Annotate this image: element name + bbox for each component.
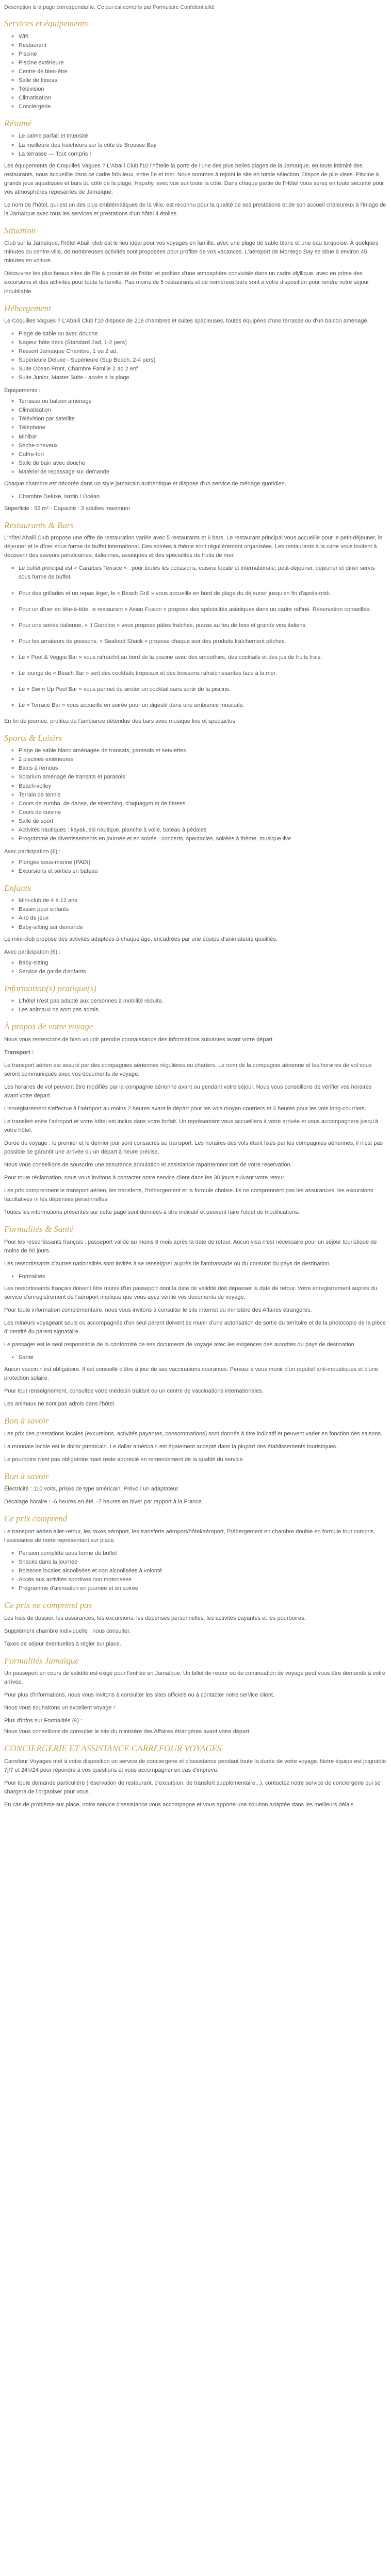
payant-label: Avec participation (€) : (4, 948, 61, 955)
formalites-paragraph: Les ressortissants d'autres nationalités sont invités à se renseigner auprès de l'ambassade ou du consulat du pays de destination. (4, 1260, 331, 1267)
apropos-paragraph: Nous vous remercions de bien vouloir prendre connaissance des informations suivantes avant votre départ. (4, 1036, 274, 1043)
apropos-paragraph: Pour toute réclamation, nous vous invitons à contacter notre service client dans les 30 jours suivant votre retour. (4, 1175, 286, 1181)
list-item: ◦ Conciergerie (19, 103, 387, 111)
non-compris-title: Ce prix ne comprend pas (4, 1600, 92, 1611)
rooms-list (4, 330, 387, 382)
list-item: ◦ Baby-sitting sur demande (19, 923, 387, 932)
conciergerie-paragraph: En cas de problème sur place, notre service d'assistance vous accompagne et vous apporte une solution adaptée dans les meilleurs délais. (4, 1801, 355, 1808)
formalites-paragraph: Pour les ressortissants français : passeport valide au moins 6 mois après la date de retour. Aucun visa n'est nécessaire pour un séjour touristique de moins de 90 jours. (4, 1239, 377, 1254)
list-item: ◦ Climatisation (19, 406, 387, 415)
resume-paragraph: Le nom de l'hôtel, qui est un des plus emblématiques de la ville, est reconnu pour la qualité de ses prestations et de son accueil chaleureux à l'image de la Jamaïque avec tous les services et prestations d'un hôtel 4 étoiles. (4, 201, 386, 217)
room-type: • Chambre Deluxe, lardin / Océan (19, 493, 387, 501)
list-item: ◦ Programme de divertissements en journée et en soirée : concerts, spectacles, soirées à thème, musique live (19, 835, 387, 843)
situation-paragraph: Club sur la Jamaïque, l'hôtel Abaili club est le lieu idéal pour vos voyages en famille, avec une plage de sable blanc et une eau turquoise. À quelques minutes du centre-ville, de nombreuses activités sont proposées pour profiter de vos vacances. L'aéroport de Montego Bay se situe à environ 45 minutes en voiture. (4, 240, 379, 264)
non-compris-paragraph: Supplément chambre individuelle : nous consulter. (4, 1628, 131, 1634)
sports-title: Sports & Loisirs (4, 733, 62, 743)
list-item: ◦ Suite Junior, Master Suite - accès à la plage (19, 374, 387, 382)
bon-a-savoir-paragraph: La monnaie locale est le dollar jamaïcain. Le dollar américain est également accepté dans la plupart des établissements touristiques. (4, 1443, 338, 1450)
list-item: ◦ Cours de zumba, de danse, de stretching, d'aquagym et de fitness (19, 800, 387, 808)
list-item: ◦ Minibar (19, 433, 387, 442)
list-item: ◦ Plage de sable ou avec douche (19, 330, 387, 338)
payant-label: Avec participation (€) : (4, 848, 61, 855)
transport-label: Transport : (4, 1049, 34, 1056)
list-item: ◦ Salle de bain avec douche (19, 459, 387, 468)
pratiques-title: Information(s) pratique(s) (4, 983, 96, 993)
conciergerie-title: CONCIERGERIE ET ASSISTANCE CARREFOUR VOYAGES (4, 1743, 222, 1754)
list-item: ◦ Bains à remous (19, 764, 387, 773)
formalites-paragraph: Aucun vaccin n'est obligatoire. Il est conseillé d'être à jour de ses vaccinations courantes. Pensez à vous munir d'un répulsif anti-moustiques et d'une protection solaire. (4, 1366, 379, 1382)
list-item: ◦ Pour des grillades et un repas léger, le « Beach Grill » vous accueille en bord de plage du déjeuner jusqu'en fin d'après-midi. (19, 589, 387, 598)
list-item: ◦ Le « Pool & Veggie Bar » vous rafraîchit au bord de la piscine avec des smoothies, des cocktails et des jus de fruits frais. (19, 653, 387, 662)
list-item: • Santé (19, 1353, 387, 1362)
list-item: ◦ Piscine (19, 50, 387, 59)
apropos-title: À propos de votre voyage (4, 1022, 93, 1032)
conciergerie-paragraph: Pour toute demande particulière (réservation de restaurant, d'excursion, de transfert supplémentaire...), contactez notre service de conciergerie qui se chargera de l'organiser pour vous. (4, 1780, 381, 1795)
formalites-paragraph: Pour tout renseignement, consultez votre médecin traitant ou un centre de vaccinations internationales. (4, 1388, 264, 1395)
list-item: ◦ 2 piscines extérieures (19, 755, 387, 764)
list-item: ◦ Le « Terrace Bar » vous accueille en soirée pour un digestif dans une ambiance musicale. (19, 701, 387, 710)
list-item: ◦ Aire de jeux (19, 914, 387, 923)
bon-a-savoir-paragraph: Électricité : 110 volts, prises de type américain. Prévoir un adaptateur. (4, 1486, 180, 1493)
list-item: ◦ Salle de sport (19, 817, 387, 826)
apropos-paragraph: Les horaires de vol peuvent être modifiés par la compagnie aérienne avant ou pendant votre séjour. Nous vous conseillons de vérifier vos horaires avant votre départ. (4, 1083, 372, 1099)
jamaique-paragraph: Nous vous souhaitons un excellent voyage ! (4, 1705, 115, 1711)
apropos-paragraph: L'enregistrement s'effectue à l'aéroport au moins 2 heures avant le départ pour les vols moyen-courriers et 3 heures pour les vols long-courriers. (4, 1105, 366, 1112)
list-item: • Formalités (19, 1273, 387, 1281)
list-item: ◦ Beach-volley (19, 782, 387, 791)
restaurants-title: Restaurants & Bars (4, 520, 74, 530)
sports-list (4, 747, 387, 843)
formalites-paragraph: Les animaux ne sont pas admis dans l'hôtel. (4, 1401, 116, 1408)
hebergement-title: Hébergement (4, 303, 51, 313)
formalites-paragraph: Les ressortissants français doivent être munis d'un passeport dont la date de validité doit dépasser la date de retour. Votre enregistrement auprès du service d'enregistrement de l'aéroport implique que vous ayez vérifié vos documents de voyage. (4, 1285, 378, 1300)
list-item: ◦ Suite Ocean Front, Chambre Famille 2 ad 2 enf (19, 365, 387, 374)
intro-text: Description à la page correspondante. Ce qui est compris par Formulaire Confidentialité (4, 4, 215, 10)
list-item: ◦ Ressort Jamaïque Chambre, 1 ou 2 ad. (19, 347, 387, 356)
bars-list (4, 653, 387, 710)
sante-list (4, 1353, 387, 1362)
formalites-title: Formalités & Santé (4, 1224, 74, 1234)
list-item: ◦ Supérieure Deluxe - Supérieure (Sup Beach, 2-4 pers) (19, 356, 387, 365)
enfants-title: Enfants (4, 883, 31, 893)
non-compris-paragraph: Taxes de séjour éventuelles à régler sur place. (4, 1640, 121, 1647)
payant-list (4, 858, 387, 876)
room-type-details: Superficie : 32 m² - Capacité : 3 adultes maximum (4, 505, 130, 512)
list-item: ◦ Accès aux activités sportives non motorisées (19, 1575, 387, 1584)
bon-a-savoir-title: Bon à savoir (4, 1416, 49, 1426)
formalites-paragraph: Pour toute information complémentaire, nous vous invitons à consulter le site internet du ministère des Affaires étrangères. (4, 1307, 312, 1314)
pratiques-list (4, 997, 387, 1014)
bon-a-savoir-title: Bon à savoir (4, 1471, 49, 1481)
jamaique-title: Formalités Jamaïque (4, 1655, 79, 1666)
list-item: ◦ Télévision par satellite (19, 415, 387, 423)
list-item: ◦ L'hôtel n'est pas adapté aux personnes à mobilité réduite. (19, 997, 387, 1006)
services-list (4, 32, 387, 111)
list-item: ◦ Wifi (19, 32, 387, 41)
enfants-list (4, 896, 387, 931)
list-item: ◦ Service de garde d'enfants (19, 968, 387, 976)
resume-title: Résumé (4, 118, 31, 129)
bon-a-savoir-paragraph: Les prix des prestations locales (excursions, activités payantes, consommations) sont donnés à titre indicatif et peuvent varier en fonction des saisons. (4, 1430, 383, 1437)
list-item: ◦ Restaurant (19, 41, 387, 50)
conciergerie-paragraph: Carrefour Voyages met à votre disposition un service de conciergerie et d'assistance pendant toute la durée de votre voyage. Notre équipe est joignable 7j/7 et 24h/24 pour répondre à vos questions et vous accompagner en cas d'imprévu. (4, 1758, 386, 1773)
list-item: ◦ Salle de fitness (19, 76, 387, 85)
restaurants-paragraph: L'hôtel Abaili Club propose une offre de restauration variée avec 5 restaurants et 6 bars. Le restaurant principal vous accueille pour le petit-déjeuner, le déjeuner et le dîner sous forme de buffet international. Des soirées à thème sont régulièrement organisées. Les restaurants à la carte vous invitent à découvrir des saveurs jamaïcaines, italiennes, asiatiques et des spécialités de fruits de mer. (4, 535, 383, 559)
list-item: ◦ Cours de cuisine (19, 808, 387, 817)
jamaique-link-label: Plus d'infos sur Formalités (€) : (4, 1718, 83, 1724)
list-item: ◦ Télévision (19, 85, 387, 94)
bon-a-savoir-paragraph: Le pourboire n'est pas obligatoire mais reste apprécié en remerciement de la qualité du service. (4, 1456, 245, 1463)
apropos-paragraph: Nous vous conseillons de souscrire une assurance annulation et assistance rapatriement lors de votre réservation. (4, 1162, 292, 1168)
list-item: ◦ Pour un dîner en tête-à-tête, le restaurant « Asian Fusion » propose des spécialités asiatiques dans un cadre raffiné. Réservation conseillée. (19, 605, 387, 614)
list-item: ◦ Plongée sous-marine (PADI) (19, 858, 387, 867)
jamaique-paragraph: Nous vous conseillons de consulter le site du ministère des Affaires étrangères avant votre départ. (4, 1728, 251, 1735)
hebergement-paragraph: Chaque chambre est décorée dans un style jamaïcain authentique et dispose d'un service de ménage quotidien. (4, 480, 286, 487)
list-item: ◦ La meilleure des fraîcheurs sur la côte de Brousse Bay (19, 141, 387, 150)
list-item: ◦ Plage de sable blanc aménagée de transats, parasols et serviettes (19, 747, 387, 755)
jamaique-paragraph: Pour plus d'informations, nous vous invitons à consulter les sites officiels ou à contacter notre service client. (4, 1692, 275, 1699)
list-item: ◦ Sèche-cheveux (19, 442, 387, 450)
jamaique-paragraph: Un passeport en cours de validité est exigé pour l'entrée en Jamaïque. Un billet de retour ou de continuation de voyage peut vous être demandé à votre arrivée. (4, 1670, 385, 1686)
restaurants-list (4, 564, 387, 646)
list-item: ◦ Baby-sitting (19, 959, 387, 968)
list-item: ◦ Climatisation (19, 94, 387, 103)
compris-list (4, 1549, 387, 1593)
list-item: ◦ Coffre-fort (19, 450, 387, 459)
list-item: ◦ Terrasse ou balcon aménagé (19, 397, 387, 406)
formalites-list (4, 1273, 387, 1281)
list-item: ◦ Nageur hôte deck (Standard 2ad, 1-2 pers) (19, 338, 387, 347)
equipements-label: Équipements : (4, 387, 41, 394)
formalites-paragraph: Les mineurs voyageant seuls ou accompagnés d'un seul parent doivent se munir d'une autorisation de sortie du territoire et de la photocopie de la pièce d'identité du parent signataire. (4, 1320, 386, 1335)
resume-paragraph: Les équipements de Coquilles Vagues ? L'Abaili Club l'10 l'hôtelle la porte de l'une des plus belles plages de la Jamaïque, en toute intimité des restaurants, nous accueillie dans ce cadre fabuleux, entre île et mer. Nous sommes à rejoint le site en totale sélection. Dispos de pile-vises. Piscine à grands jeux aquatiques et bars du côté de la plage, Hapshy, avec vue sur toute la côte. Dans chaque partie de l'Hôtel vous serez en toute sécurité pour vos atmosphères reposantes de Jamaïque. (4, 162, 384, 195)
list-item: ◦ Le « Swim Up Pool Bar » vous permet de siroter un cocktail sans sortir de la piscine. (19, 685, 387, 694)
list-item: ◦ Pour une soirée italienne, « Il Giardino » vous propose pâtes fraîches, pizzas au feu de bois et grands vins italiens. (19, 621, 387, 630)
list-item: ◦ Centre de bien-être (19, 67, 387, 76)
list-item: ◦ Snacks dans la journée (19, 1558, 387, 1567)
list-item: ◦ Les animaux ne sont pas admis. (19, 1006, 387, 1014)
list-item: ◦ Mini-club de 4 à 12 ans (19, 896, 387, 905)
list-item: ◦ Pour les amateurs de poissons, « Seafood Shack » propose chaque soir des produits fraîchement pêchés. (19, 637, 387, 646)
list-item: ◦ Pension complète sous forme de buffet (19, 1549, 387, 1558)
list-item: ◦ Activités nautiques : kayak, ski nautique, planche à voile, bateau à pédales (19, 826, 387, 835)
list-item: ◦ Solarium aménagé de transats et parasols (19, 773, 387, 782)
apropos-paragraph: Le transfert entre l'aéroport et votre hôtel est inclus dans votre forfait. Un représentant vous accueillera à votre arrivée et vous accompagnera jusqu'à votre hôtel. (4, 1118, 379, 1133)
list-item: ◦ Piscine extérieure (19, 59, 387, 67)
list-item: ◦ Le buffet principal est « Caraïbes Terrace » : pour toutes les occasions, cuisine locale et internationale, petit-déjeuner, déjeuner et dîner servis sous forme de buffet. (19, 564, 387, 582)
equipements-list (4, 397, 387, 476)
room-type-list (4, 493, 387, 501)
list-item: ◦ Matériel de repassage sur demande (19, 468, 387, 477)
hebergement-paragraph: Le Coquilles Vagues ? L'Abaili Club l'10 dispose de 216 chambres et suites spacieuses, toutes équipées d'une terrasse ou d'un balcon aménagé. (4, 317, 369, 324)
situation-paragraph: Découvrez les plus beaux sites de l'île à proximité de l'hôtel et profitez d'une atmosphère conviviale dans un cadre idyllique, avec en prime des excursions et des activités pour toute la famille. Pas moins de 5 restaurants et de nombreux bars sont à votre disposition pour rendre votre séjour inoubliable. (4, 270, 369, 295)
list-item: ◦ Boissons locales alcoolisées et non alcoolisées à volonté (19, 1567, 387, 1575)
list-item: ◦ Excursions et sorties en bateau (19, 867, 387, 876)
apropos-paragraph: Les prix comprennent le transport aérien, les transferts, l'hébergement et la formule choisie. Ils ne comprennent pas les assurances, les excursions facultatives ni les dépenses personnelles. (4, 1188, 373, 1203)
restaurants-paragraph: En fin de journée, profitez de l'ambiance détendue des bars avec musique live et spectacles. (4, 718, 237, 724)
list-item: ◦ La terrasse — Tout compris ! (19, 150, 387, 159)
resume-list (4, 132, 387, 158)
bon-a-savoir-paragraph: Décalage horaire : -6 heures en été, -7 heures en hiver par rapport à la France. (4, 1499, 203, 1505)
list-item: ◦ Le lounge de « Beach Bar » sert des cocktails tropicaux et des boissons rafraîchissantes face à la mer. (19, 669, 387, 678)
payant-list (4, 959, 387, 976)
apropos-paragraph: Toutes les informations présentes sur cette page sont données à titre indicatif et peuvent faire l'objet de modifications. (4, 1209, 300, 1216)
enfants-paragraph: Le mini-club propose des activités adaptées à chaque âge, encadrées par une équipe d'animateurs qualifiés. (4, 936, 278, 942)
formalites-paragraph: Le passager est le seul responsable de la conformité de ses documents de voyage avec les exigences des autorités du pays de destination. (4, 1342, 356, 1348)
services-title: Services et équipements (4, 19, 88, 29)
list-item: ◦ Terrain de tennis (19, 791, 387, 800)
list-item: ◦ Le calme parfait et intensité (19, 132, 387, 141)
apropos-paragraph: Le transport aérien est assuré par des compagnies aériennes régulières ou charters. Le nom de la compagnie aérienne et les horaires de vol vous seront communiqués avec vos documents de voyage. (4, 1062, 372, 1077)
compris-title: Ce prix comprend (4, 1514, 68, 1524)
apropos-paragraph: Durée du voyage : le premier et le dernier jour sont consacrés au transport. Les horaires des vols étant fixés par les compagnies aériennes, il n'est pas possible de garantir une arrivée ou un départ à heure précise. (4, 1140, 383, 1156)
list-item: ◦ Bassin pour enfants (19, 905, 387, 914)
non-compris-paragraph: Les frais de dossier, les assurances, les excursions, les dépenses personnelles, les activités payantes et les pourboires. (4, 1615, 306, 1621)
situation-title: Situation (4, 225, 36, 235)
compris-paragraph: Le transport aérien aller-retour, les taxes aéroport, les transferts aéroport/hôtel/aéroport, l'hébergement en chambre double en formule tout compris, l'assistance de notre représentant sur place. (4, 1528, 376, 1544)
list-item: ◦ Téléphone (19, 423, 387, 432)
list-item: ◦ Programme d'animation en journée et en soirée (19, 1584, 387, 1593)
